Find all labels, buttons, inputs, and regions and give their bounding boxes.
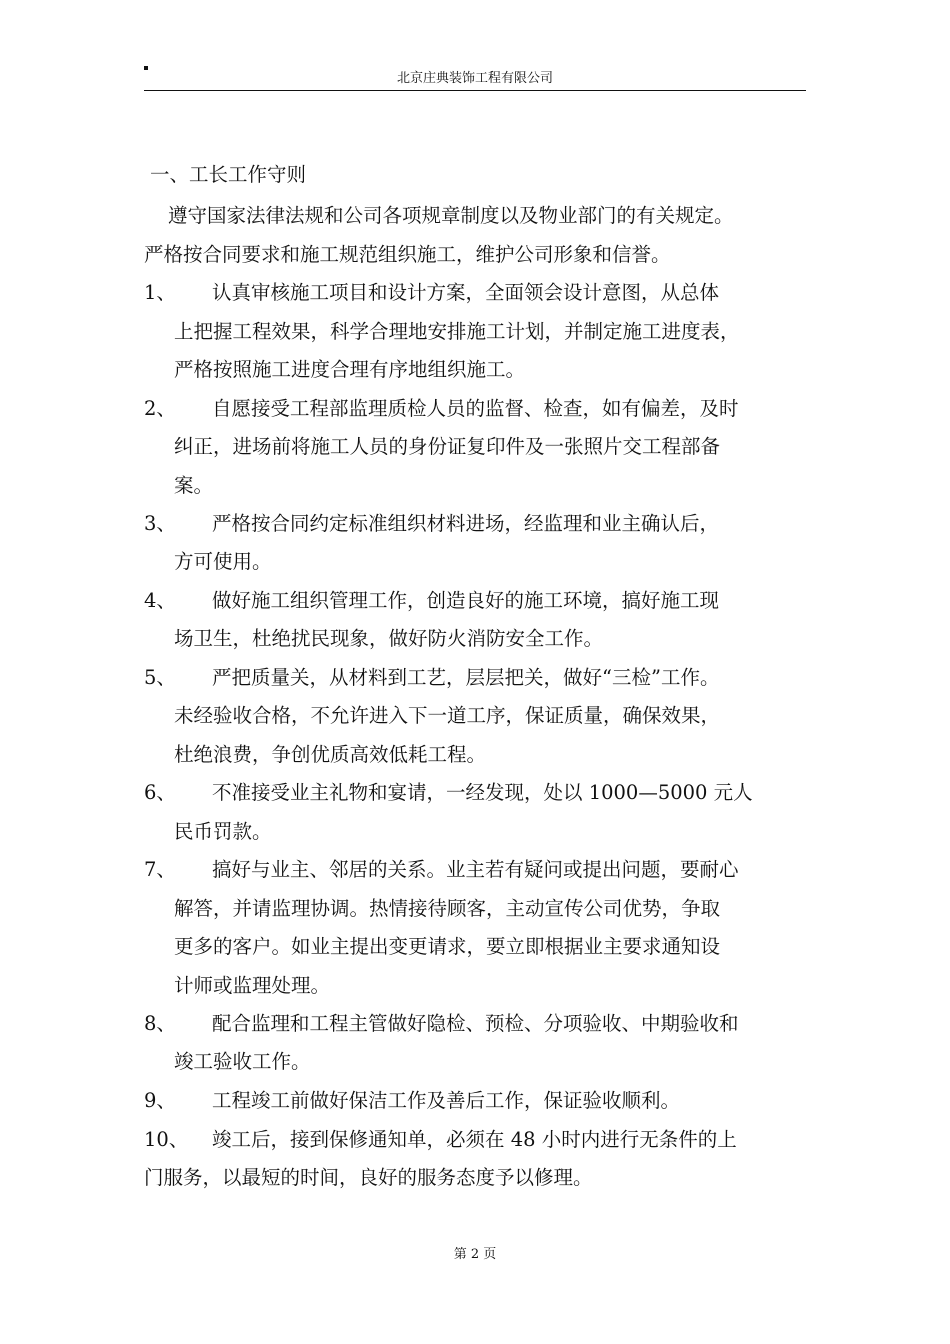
- item-line: 纠正，进场前将施工人员的身份证复印件及一张照片交工程部备: [174, 435, 721, 458]
- item-line: 配合监理和工程主管做好隐检、预检、分项验收、中期验收和: [212, 1012, 739, 1035]
- item-number: 10、: [144, 1128, 189, 1151]
- item-line: 计师或监理处理。: [174, 974, 331, 997]
- item-line: 民币罚款。: [174, 820, 272, 843]
- header-company-name: 北京庄典装饰工程有限公司: [396, 71, 553, 86]
- item-line: 不准接受业主礼物和宴请，一经发现，处以 1000—5000 元人: [212, 781, 753, 804]
- item-line: 严格按照施工进度合理有序地组织施工。: [174, 358, 526, 381]
- item-number: 8、: [144, 1012, 176, 1035]
- item-line: 更多的客户。如业主提出变更请求，要立即根据业主要求通知设: [174, 935, 721, 958]
- item-line: 工程竣工前做好保洁工作及善后工作，保证验收顺利。: [212, 1089, 681, 1112]
- item-line: 场卫生，杜绝扰民现象，做好防火消防安全工作。: [174, 627, 604, 650]
- item-number: 2、: [144, 397, 176, 420]
- item-line: 案。: [174, 474, 214, 497]
- item-line: 未经验收合格，不允许进入下一道工序，保证质量，确保效果，: [174, 704, 721, 727]
- item-number: 1、: [144, 281, 176, 304]
- item-line: 解答，并请监理协调。热情接待顾客，主动宣传公司优势，争取: [174, 897, 721, 920]
- page-number: 第 2 页: [453, 1247, 497, 1262]
- item-line: 认真审核施工项目和设计方案，全面领会设计意图，从总体: [212, 281, 720, 304]
- item-number: 9、: [144, 1089, 176, 1112]
- item-line: 方可使用。: [174, 550, 272, 573]
- item-number: 3、: [144, 512, 176, 535]
- item-line: 门服务，以最短的时间，良好的服务态度予以修理。: [144, 1166, 593, 1189]
- item-line: 竣工验收工作。: [174, 1050, 311, 1073]
- item-line: 竣工后，接到保修通知单，必须在 48 小时内进行无条件的上: [212, 1128, 737, 1151]
- item-line: 自愿接受工程部监理质检人员的监督、检查，如有偏差，及时: [212, 397, 739, 420]
- item-line: 上把握工程效果，科学合理地安排施工计划，并制定施工进度表，: [174, 320, 740, 343]
- intro-line: 严格按合同要求和施工规范组织施工，维护公司形象和信誉。: [144, 243, 671, 266]
- item-line: 搞好与业主、邻居的关系。业主若有疑问或提出问题，要耐心: [212, 858, 739, 881]
- intro-line: 遵守国家法律法规和公司各项规章制度以及物业部门的有关规定。: [168, 204, 734, 227]
- item-number: 7、: [144, 858, 176, 881]
- item-line: 做好施工组织管理工作，创造良好的施工环境，搞好施工现: [212, 589, 720, 612]
- section-title: 一、工长工作守则: [150, 163, 307, 186]
- item-line: 杜绝浪费，争创优质高效低耗工程。: [174, 743, 487, 766]
- item-line: 严把质量关，从材料到工艺，层层把关，做好“三检”工作。: [212, 666, 720, 689]
- item-line: 严格按合同约定标准组织材料进场，经监理和业主确认后，: [212, 512, 720, 535]
- item-number: 5、: [144, 666, 176, 689]
- item-number: 4、: [144, 589, 176, 612]
- item-number: 6、: [144, 781, 176, 804]
